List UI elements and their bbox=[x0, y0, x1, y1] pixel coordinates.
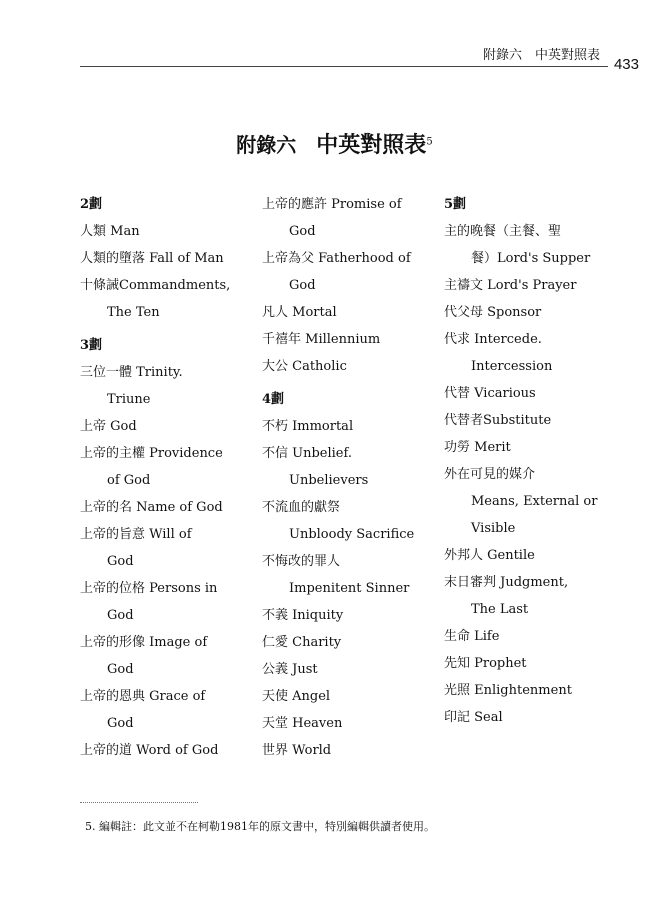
glossary-entry-continuation: Unbloody Sacrifice bbox=[289, 527, 415, 542]
glossary-entry: 世界 World bbox=[262, 743, 332, 758]
glossary-entry: 天堂 Heaven bbox=[262, 716, 343, 731]
glossary-column-3 bbox=[444, 191, 619, 731]
glossary-entry: 代父母 Sponsor bbox=[444, 305, 542, 320]
glossary-entry: 不信 Unbelief. bbox=[262, 446, 352, 461]
glossary-entry: 人類的墮落 Fall of Man bbox=[80, 251, 224, 266]
section-heading: 5劃 bbox=[444, 197, 467, 212]
glossary-entry: 不義 Iniquity bbox=[262, 608, 344, 623]
glossary-entry: 上帝的位格 Persons in bbox=[80, 581, 218, 596]
glossary-entry-continuation: God bbox=[107, 662, 134, 677]
glossary-entry: 大公 Catholic bbox=[262, 359, 347, 374]
glossary-entry: 上帝的道 Word of God bbox=[80, 743, 219, 758]
glossary-entry: 上帝的主權 Providence bbox=[80, 446, 223, 461]
running-head: 附錄六 中英對照表 bbox=[482, 48, 600, 63]
glossary-entry-continuation: Intercession bbox=[471, 359, 553, 374]
glossary-entry-continuation: 餐）Lord's Supper bbox=[471, 251, 591, 266]
glossary-entry-continuation: God bbox=[107, 608, 134, 623]
glossary-entry-continuation: God bbox=[107, 716, 134, 731]
glossary-entry-continuation: Triune bbox=[107, 392, 151, 407]
glossary-entry: 不流血的獻祭 bbox=[262, 500, 341, 515]
glossary-entry: 生命 Life bbox=[444, 629, 500, 644]
title-main: 中英對照表 bbox=[316, 132, 427, 158]
glossary-entry: 外在可見的媒介 bbox=[444, 467, 536, 482]
section-heading: 4劃 bbox=[262, 392, 285, 407]
glossary-entry: 上帝的旨意 Will of bbox=[80, 527, 192, 542]
glossary-entry: 主禱文 Lord's Prayer bbox=[444, 278, 577, 293]
glossary-entry: 上帝的形像 Image of bbox=[80, 635, 208, 650]
glossary-entry-continuation: of God bbox=[107, 473, 151, 488]
header-rule bbox=[80, 66, 608, 67]
glossary-entry-continuation: Means, External or bbox=[471, 494, 598, 509]
footnote: 5. 編輯註：此文並不在柯勒1981年的原文書中，特別編輯供讀者使用。 bbox=[85, 820, 435, 833]
glossary-entry: 仁愛 Charity bbox=[262, 635, 342, 650]
section-heading: 2劃 bbox=[80, 197, 103, 212]
glossary-entry: 公義 Just bbox=[262, 662, 318, 677]
glossary-entry-continuation: The Ten bbox=[107, 305, 160, 320]
glossary-entry: 十條誡Commandments, bbox=[80, 278, 231, 293]
glossary-entry: 人類 Man bbox=[80, 224, 140, 239]
glossary-entry: 三位一體 Trinity. bbox=[80, 365, 183, 380]
glossary-entry: 千禧年 Millennium bbox=[262, 332, 381, 347]
glossary-column-1 bbox=[80, 191, 255, 764]
glossary-entry: 上帝為父 Fatherhood of bbox=[262, 251, 411, 266]
glossary-column-2 bbox=[262, 191, 437, 764]
glossary-entry: 印記 Seal bbox=[444, 710, 503, 725]
page-number: 433 bbox=[613, 56, 639, 73]
glossary-entry: 上帝 God bbox=[80, 419, 137, 434]
glossary-entry: 代求 Intercede. bbox=[444, 332, 542, 347]
glossary-entry-continuation: Visible bbox=[471, 521, 516, 536]
glossary-entry: 光照 Enlightenment bbox=[444, 683, 572, 698]
glossary-entry: 不朽 Immortal bbox=[262, 419, 354, 434]
glossary-entry-continuation: Unbelievers bbox=[289, 473, 369, 488]
glossary-entry: 上帝的恩典 Grace of bbox=[80, 689, 206, 704]
glossary-entry: 不悔改的罪人 bbox=[262, 554, 341, 569]
glossary-entry: 凡人 Mortal bbox=[262, 305, 337, 320]
glossary-entry-continuation: God bbox=[289, 224, 316, 239]
section-heading: 3劃 bbox=[80, 338, 103, 353]
glossary-entry: 末日審判 Judgment, bbox=[444, 575, 569, 590]
glossary-entry: 主的晚餐（主餐、聖 bbox=[444, 224, 562, 239]
glossary-entry-continuation: God bbox=[289, 278, 316, 293]
glossary-entry: 上帝的應許 Promise of bbox=[262, 197, 402, 212]
glossary-entry: 先知 Prophet bbox=[444, 656, 527, 671]
glossary-entry: 代替者Substitute bbox=[444, 413, 552, 428]
glossary-entry: 天使 Angel bbox=[262, 689, 331, 704]
glossary-entry: 上帝的名 Name of God bbox=[80, 500, 223, 515]
glossary-entry: 外邦人 Gentile bbox=[444, 548, 535, 563]
title-prefix: 附錄六 bbox=[236, 133, 297, 157]
page-title bbox=[0, 128, 669, 159]
glossary-entry-continuation: God bbox=[107, 554, 134, 569]
glossary-entry: 代替 Vicarious bbox=[444, 386, 536, 401]
title-footnote-ref: 5 bbox=[426, 136, 433, 148]
glossary-entry-continuation: Impenitent Sinner bbox=[289, 581, 410, 596]
footnote-rule bbox=[80, 802, 198, 803]
glossary-entry: 功勞 Merit bbox=[444, 440, 511, 455]
glossary-entry-continuation: The Last bbox=[471, 602, 529, 617]
